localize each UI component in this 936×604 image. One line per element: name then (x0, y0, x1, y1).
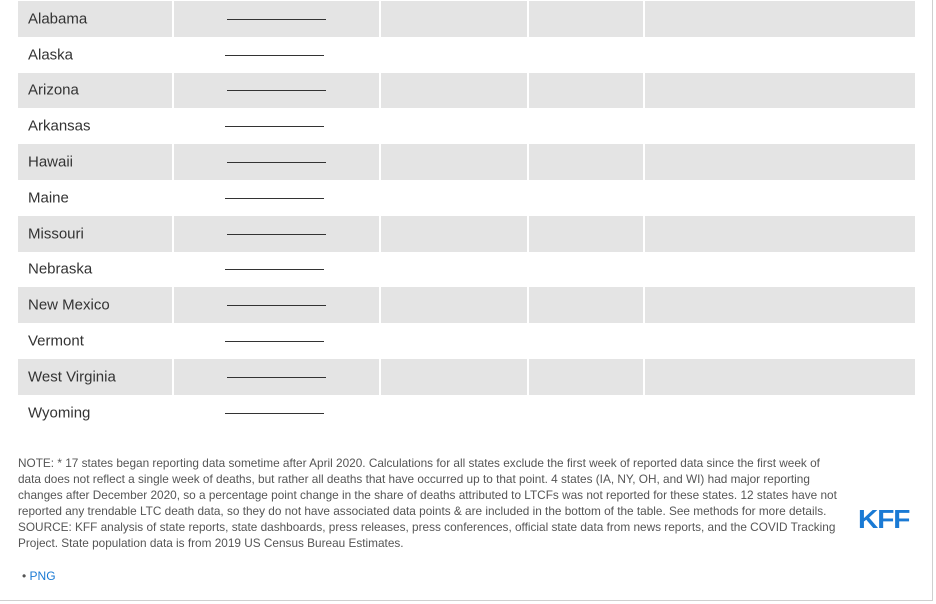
table-cell (18, 252, 172, 288)
table-cell (643, 37, 915, 73)
table-cell (643, 323, 915, 359)
table-cell (379, 216, 527, 252)
table-cell (172, 395, 379, 431)
table-row (18, 252, 915, 288)
table-row (18, 37, 915, 73)
no-data-line (225, 269, 324, 270)
table-cell (18, 1, 172, 37)
table-row (18, 323, 915, 359)
table-cell (643, 73, 915, 109)
table-cell (18, 395, 172, 431)
state-name: Nebraska (28, 260, 93, 278)
table-cell (527, 359, 643, 395)
table-cell (643, 252, 915, 288)
no-data-line (227, 162, 326, 163)
table-cell (643, 108, 915, 144)
table-cell (643, 395, 915, 431)
state-name: Arizona (28, 81, 79, 99)
table-cell (643, 144, 915, 180)
table-cell (172, 216, 379, 252)
no-data-line (227, 377, 326, 378)
state-name: Arkansas (28, 117, 91, 135)
no-data-line (227, 19, 326, 20)
note-text: NOTE: * 17 states began reporting data sometime after April 2020. Calculations for all states exclude the first week of reported data since the first week of data does not reflect a single week of deaths, but rather all deaths that have occurred up to that point. 4 states (IA, NY, OH, and WI) had major reporting changes after December 2020, so a percentage point change in the share of deaths attributed to LTCFs was not reported for these states. 12 states have not reported any trendable LTC death data, so they do not have associated data points & are included in the bottom of the table. See methods for more details. (18, 456, 837, 518)
table-cell (172, 144, 379, 180)
table-row (18, 395, 915, 431)
kff-logo: KFF (858, 504, 910, 534)
no-data-line (225, 413, 324, 414)
table-cell (527, 144, 643, 180)
state-name: Hawaii (28, 153, 74, 171)
table-cell (18, 73, 172, 109)
table-cell (379, 108, 527, 144)
table-cell (527, 395, 643, 431)
table-cell (527, 216, 643, 252)
table-cell (172, 73, 379, 109)
table-cell (527, 1, 643, 37)
table-cell (172, 359, 379, 395)
table-cell (379, 252, 527, 288)
bullet: • (22, 569, 27, 583)
state-name: New Mexico (28, 296, 110, 314)
table-cell (643, 180, 915, 216)
table-cell (527, 37, 643, 73)
table-cell (172, 252, 379, 288)
table-row (18, 287, 915, 323)
no-data-line (227, 305, 326, 306)
table-cell (643, 216, 915, 252)
table-cell (379, 395, 527, 431)
table-cell (643, 287, 915, 323)
table-cell (527, 73, 643, 109)
table-cell (18, 144, 172, 180)
no-data-line (225, 341, 324, 342)
table-cell (379, 144, 527, 180)
footnotes (18, 455, 843, 551)
table-cell (379, 323, 527, 359)
table-cell (172, 37, 379, 73)
source-text: SOURCE: KFF analysis of state reports, state dashboards, press releases, press conferences, official state data from news reports, and the COVID Tracking Project. State population data is from 2019 US Census Bureau Estimates. (18, 520, 836, 550)
table-cell (172, 108, 379, 144)
state-name: Wyoming (28, 404, 91, 422)
table-cell (527, 252, 643, 288)
table-cell (527, 287, 643, 323)
table-row (18, 144, 915, 180)
table-cell (18, 108, 172, 144)
no-data-line (227, 90, 326, 91)
table-row (18, 180, 915, 216)
state-name: Missouri (28, 225, 84, 243)
table-cell (172, 180, 379, 216)
table-cell (643, 359, 915, 395)
table-cell (379, 287, 527, 323)
table-cell (18, 359, 172, 395)
table-cell (527, 108, 643, 144)
no-data-line (225, 126, 324, 127)
png-download (22, 569, 56, 583)
table-cell (18, 37, 172, 73)
table-cell (527, 180, 643, 216)
table-cell (172, 287, 379, 323)
table-cell (379, 73, 527, 109)
table-cell (18, 216, 172, 252)
table-cell (379, 37, 527, 73)
no-data-line (225, 55, 324, 56)
table-cell (643, 1, 915, 37)
table-row (18, 359, 915, 395)
table-cell (379, 1, 527, 37)
table-cell (18, 323, 172, 359)
state-name: West Virginia (28, 368, 116, 386)
table-cell (379, 180, 527, 216)
table-cell (172, 1, 379, 37)
table-row (18, 108, 915, 144)
table-cell (18, 287, 172, 323)
state-table (18, 1, 915, 431)
state-name: Vermont (28, 332, 84, 350)
table-cell (18, 180, 172, 216)
state-name: Alabama (28, 10, 88, 28)
table-row (18, 73, 915, 109)
table-row (18, 1, 915, 37)
state-name: Maine (28, 189, 69, 207)
state-name: Alaska (28, 46, 74, 64)
table-row (18, 216, 915, 252)
png-download-link[interactable]: PNG (29, 569, 56, 583)
no-data-line (225, 198, 324, 199)
no-data-line (227, 234, 326, 235)
table-cell (172, 323, 379, 359)
table-cell (527, 323, 643, 359)
table-cell (379, 359, 527, 395)
